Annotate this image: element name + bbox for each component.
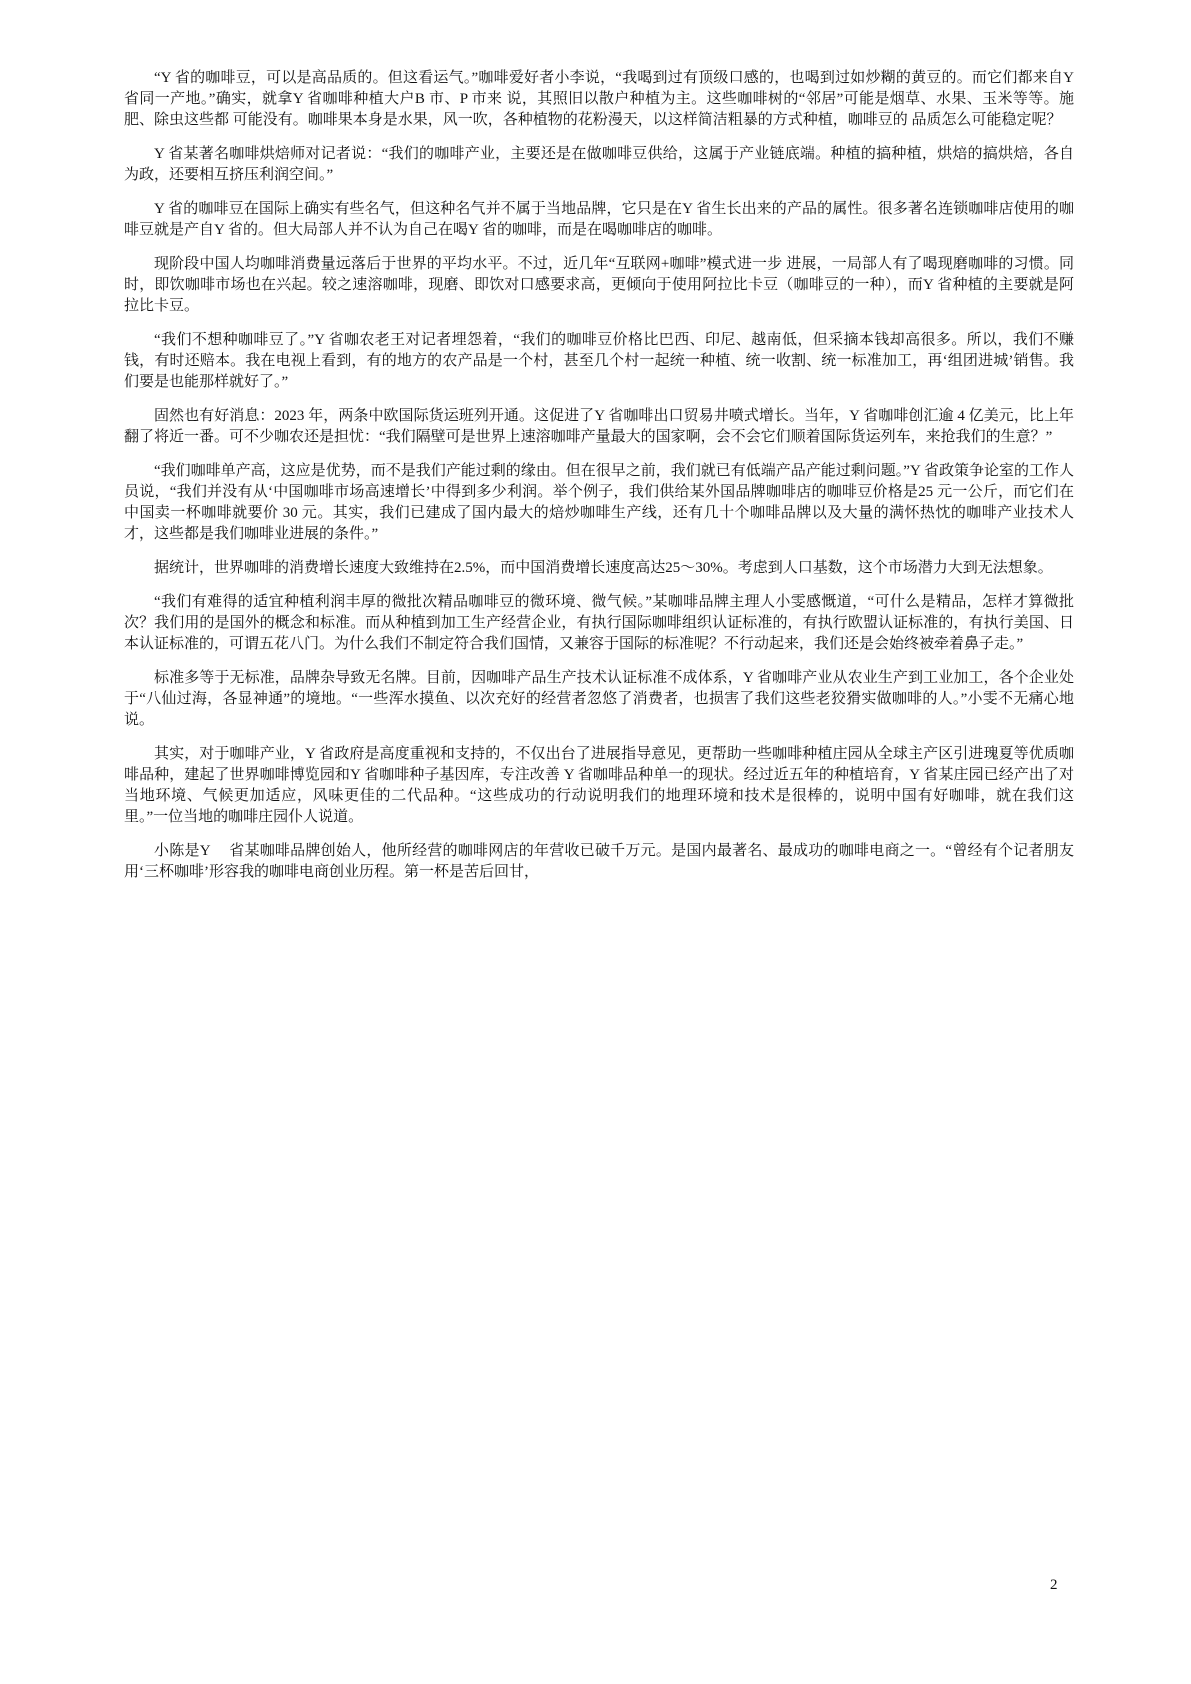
paragraph: 据统计，世界咖啡的消费增长速度大致维持在2.5%，而中国消费增长速度高达25～30%。考虑到人口基数，这个市场潜力大到无法想象。	[154, 560, 1053, 576]
paragraph: 小陈是Y 省某咖啡品牌创始人，他所经营的咖啡网店的年营收已破千万元。是国内最著名、最成功的咖啡电商之一。“曾经有个记者朋友用‘三杯咖啡’形容我的咖啡电商创业历程。第一杯是苦后回甘，	[124, 843, 1074, 880]
paragraph: Y 省的咖啡豆在国际上确实有些名气，但这种名气并不属于当地品牌，它只是在Y 省生长出来的产品的属性。很多著名连锁咖啡店使用的咖啡豆就是产自Y 省的。但大局部人并不认为自己在喝Y 省的咖啡，而是在喝咖啡店的咖啡。	[124, 201, 1074, 238]
page-number: 2	[1050, 1577, 1058, 1593]
paragraph: 标准多等于无标准，品牌杂导致无名牌。目前，因咖啡产品生产技术认证标准不成体系，Y 省咖啡产业从农业生产到工业加工，各个企业处于“八仙过海，各显神通”的境地。“一些浑水摸鱼、以次充好的经营者忽悠了消费者，也损害了我们这些老狡猾实做咖啡的人。”小雯不无痛心地说。	[124, 670, 1074, 728]
paragraph: 其实，对于咖啡产业，Y 省政府是高度重视和支持的，不仅出台了进展指导意见，更帮助一些咖啡种植庄园从全球主产区引进瑰夏等优质咖啡品种，建起了世界咖啡博览园和Y 省咖啡种子基因库，专注改善 Y 省咖啡品种单一的现状。经过近五年的种植培育，Y 省某庄园已经产出了对当地环境、气候更加适应，风味更佳的二代品种。“这些成功的行动说明我们的地理环境和技术是很棒的，说明中国有好咖啡，就在我们这里。”一位当地的咖啡庄园仆人说道。	[124, 746, 1074, 825]
paragraph: Y 省某著名咖啡烘焙师对记者说：“我们的咖啡产业，主要还是在做咖啡豆供给，这属于产业链底端。种植的搞种植，烘焙的搞烘焙，各自为政，还要相互挤压利润空间。”	[124, 146, 1074, 183]
paragraph: “Y 省的咖啡豆，可以是高品质的。但这看运气。”咖啡爱好者小李说，“我喝到过有顶级口感的，也喝到过如炒糊的黄豆的。而它们都来自Y 省同一产地。”确实，就拿Y 省咖啡种植大户B 市、P 市来 说，其照旧以散户种植为主。这些咖啡树的“邻居”可能是烟草、水果、玉米等等。施肥、除虫这些都 可能没有。咖啡果本身是水果，风一吹，各种植物的花粉漫天，以这样简洁粗暴的方式种植，咖啡豆的 品质怎么可能稳定呢？	[124, 70, 1074, 128]
paragraph: “我们咖啡单产高，这应是优势，而不是我们产能过剩的缘由。但在很早之前，我们就已有低端产品产能过剩问题。”Y 省政策争论室的工作人员说，“我们并没有从‘中国咖啡市场高速增长’中得到多少利润。举个例子，我们供给某外国品牌咖啡店的咖啡豆价格是25 元一公斤，而它们在中国卖一杯咖啡就要价 30 元。其实，我们已建成了国内最大的焙炒咖啡生产线，还有几十个咖啡品牌以及大量的满怀热忱的咖啡产业技术人才，这些都是我们咖啡业进展的条件。”	[124, 463, 1074, 542]
paragraph: “我们不想种咖啡豆了。”Y 省咖农老王对记者埋怨着，“我们的咖啡豆价格比巴西、印尼、越南低，但采摘本钱却高很多。所以，我们不赚钱，有时还赔本。我在电视上看到，有的地方的农产品是一个村，甚至几个村一起统一种植、统一收割、统一标准加工，再‘组团进城’销售。我们要是也能那样就好了。”	[124, 332, 1074, 390]
paragraph: “我们有难得的适宜种植利润丰厚的微批次精品咖啡豆的微环境、微气候。”某咖啡品牌主理人小雯感慨道，“可什么是精品，怎样才算微批次？我们用的是国外的概念和标准。而从种植到加工生产经营企业，有执行国际咖啡组织认证标准的，有执行欧盟认证标准的，有执行美国、日本认证标准的，可谓五花八门。为什么我们不制定符合我们国情，又兼容于国际的标准呢？不行动起来，我们还是会始终被牵着鼻子走。”	[124, 594, 1074, 652]
paragraph: 固然也有好消息：2023 年，两条中欧国际货运班列开通。这促进了Y 省咖啡出口贸易井喷式增长。当年，Y 省咖啡创汇逾 4 亿美元，比上年翻了将近一番。可不少咖农还是担忧：“我们隔壁可是世界上速溶咖啡产量最大的国家啊，会不会它们顺着国际货运列车，来抢我们的生意？”	[124, 408, 1074, 445]
article-body	[124, 68, 1074, 896]
paragraph: 现阶段中国人均咖啡消费量远落后于世界的平均水平。不过，近几年“互联网+咖啡”模式进一步 进展，一局部人有了喝现磨咖啡的习惯。同时，即饮咖啡市场也在兴起。较之速溶咖啡，现磨、即饮对口感要求高，更倾向于使用阿拉比卡豆（咖啡豆的一种），而Y 省种植的主要就是阿拉比卡豆。	[124, 256, 1074, 314]
